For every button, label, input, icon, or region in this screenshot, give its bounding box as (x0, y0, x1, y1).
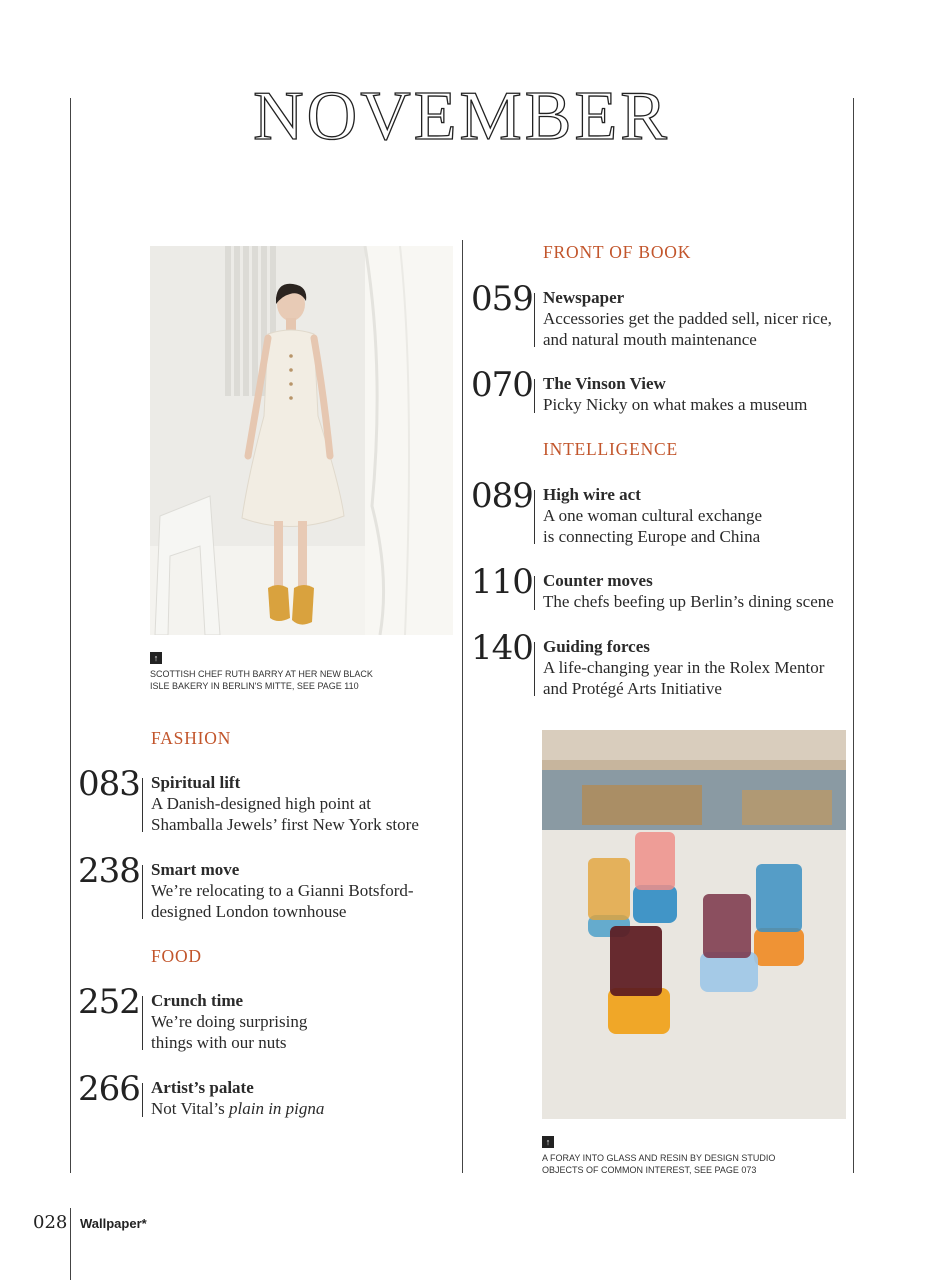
right-column-rule (853, 98, 854, 1173)
entry-title: Artist’s palate (151, 1078, 254, 1097)
page-number: 089 (471, 476, 533, 516)
caption-line: SCOTTISH CHEF RUTH BARRY AT HER NEW BLACK (150, 669, 373, 679)
entry-divider (534, 490, 535, 544)
entry-title: Crunch time (151, 991, 244, 1010)
left-column-rule (70, 98, 71, 1173)
page-number: 252 (78, 982, 140, 1022)
entry-divider (534, 293, 535, 347)
entry-description: and Protégé Arts Initiative (543, 679, 722, 698)
entry-title: Smart move (151, 860, 240, 879)
glassware-photo-caption (542, 1136, 775, 1176)
entry-description: A one woman cultural exchange (543, 506, 763, 525)
entry-title: Counter moves (543, 571, 653, 590)
section-heading-food: FOOD (151, 946, 202, 966)
entry-description: Accessories get the padded sell, nicer rice, (543, 309, 832, 328)
entry-description: designed London townhouse (151, 902, 347, 921)
entry-text (543, 287, 853, 350)
entry-divider (142, 996, 143, 1050)
entry-divider (534, 576, 535, 610)
entry-text (543, 484, 853, 547)
page-number: 059 (471, 279, 533, 319)
entry-title: High wire act (543, 485, 641, 504)
caption-line: OBJECTS OF COMMON INTEREST, SEE PAGE 073 (542, 1165, 757, 1175)
caption-line: A FORAY INTO GLASS AND RESIN BY DESIGN STUDIO (542, 1153, 776, 1163)
page-title: NOVEMBER (253, 78, 670, 155)
entry-title: Guiding forces (543, 637, 650, 656)
entry-description: We’re relocating to a Gianni Botsford- (151, 881, 414, 900)
middle-column-rule (462, 240, 463, 1173)
entry-text (543, 373, 853, 415)
entry-description: Picky Nicky on what makes a museum (543, 395, 808, 414)
entry-text (151, 1077, 451, 1119)
entry-divider (142, 865, 143, 919)
caption-line: ISLE BAKERY IN BERLIN'S MITTE, SEE PAGE 110 (150, 681, 359, 691)
entry-divider (534, 642, 535, 696)
entry-text (151, 859, 451, 922)
entry-description: Shamballa Jewels’ first New York store (151, 815, 419, 834)
entry-title: The Vinson View (543, 374, 666, 393)
entry-divider (534, 379, 535, 413)
page-number: 070 (471, 365, 533, 405)
entry-text (151, 990, 451, 1053)
entry-text (543, 570, 853, 612)
entry-description: A Danish-designed high point at (151, 794, 372, 813)
entry-description-prefix: Not Vital’s (151, 1099, 230, 1118)
page-number: 083 (78, 764, 140, 804)
page-number: 238 (78, 851, 140, 891)
entry-description: A life-changing year in the Rolex Mentor (543, 658, 825, 677)
section-heading-intelligence: INTELLIGENCE (543, 439, 678, 459)
glassware-photo-illustration (542, 730, 846, 1119)
section-heading-front-of-book: FRONT OF BOOK (543, 242, 692, 262)
page-number: 140 (471, 628, 533, 668)
section-heading-fashion: FASHION (151, 728, 232, 748)
entry-description: things with our nuts (151, 1033, 287, 1052)
entry-description: and natural mouth maintenance (543, 330, 757, 349)
chef-photo-caption (150, 652, 373, 692)
footer-page-number: 028 (33, 1212, 68, 1233)
entry-description (151, 1098, 451, 1119)
entry-divider (142, 1083, 143, 1117)
page-number: 266 (78, 1069, 140, 1109)
arrow-up-icon: ↑ (542, 1136, 554, 1148)
chef-photo (150, 246, 453, 635)
entry-description: The chefs beefing up Berlin’s dining scene (543, 592, 834, 611)
brand-logo: Wallpaper* (80, 1216, 147, 1231)
footer-rule (70, 1208, 71, 1280)
entry-title: Spiritual lift (151, 773, 241, 792)
entry-divider (142, 778, 143, 832)
chef-photo-illustration (150, 246, 453, 635)
entry-text (151, 772, 451, 835)
entry-description: is connecting Europe and China (543, 527, 761, 546)
glassware-photo (542, 730, 846, 1119)
entry-title: Newspaper (543, 288, 625, 307)
entry-text (543, 636, 853, 699)
page-number: 110 (471, 562, 533, 602)
arrow-up-icon: ↑ (150, 652, 162, 664)
entry-description: We’re doing surprising (151, 1012, 308, 1031)
entry-description-italic: plain in pigna (229, 1099, 325, 1118)
